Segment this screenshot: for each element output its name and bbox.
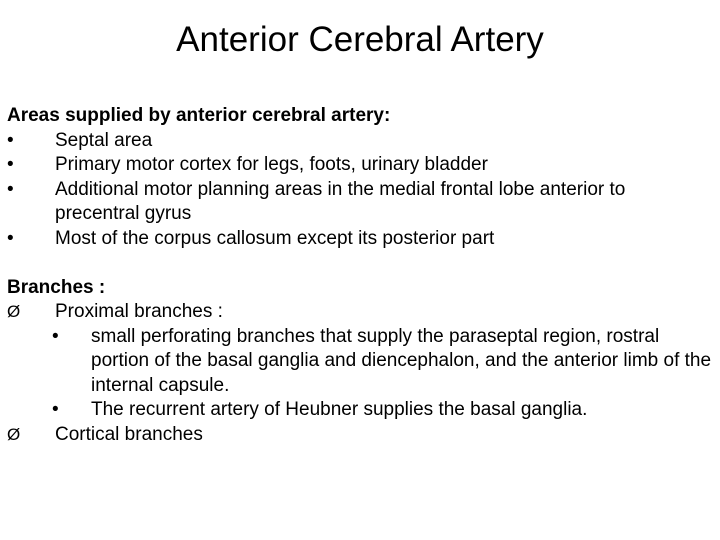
list-item-text: Most of the corpus callosum except its posterior part xyxy=(55,227,495,249)
bullet-icon: • xyxy=(7,154,14,175)
list-item xyxy=(7,300,713,325)
bullet-icon: • xyxy=(7,129,14,151)
arrow-bullet-icon: Ø xyxy=(7,302,21,321)
cortical-branches-label: Cortical branches xyxy=(55,423,203,445)
spacer xyxy=(7,251,713,276)
list-item-text: Primary motor cortex for legs, foots, urinary bladder xyxy=(55,154,488,175)
sub-list-item-text: The recurrent artery of Heubner supplies the basal ganglia. xyxy=(91,399,588,420)
areas-supplied-heading: Areas supplied by anterior cerebral artery: xyxy=(7,105,391,126)
list-item xyxy=(7,423,713,448)
list-item xyxy=(7,227,713,252)
bullet-icon: • xyxy=(52,399,59,420)
bullet-icon: • xyxy=(7,178,14,200)
slide-title: Anterior Cerebral Artery xyxy=(176,20,544,59)
bullet-icon: • xyxy=(7,227,14,249)
list-item xyxy=(7,178,713,227)
sub-list-item xyxy=(7,398,713,423)
list-item xyxy=(7,129,713,154)
bullet-icon: • xyxy=(52,325,59,347)
arrow-bullet-icon: Ø xyxy=(7,424,21,444)
sub-list-item xyxy=(7,325,713,399)
sub-list-item-text: small perforating branches that supply the paraseptal region, rostral portion of the basal ganglia and diencephalon, and the anterior limb of the internal capsule. xyxy=(91,325,712,396)
list-item-text: Additional motor planning areas in the medial frontal lobe anterior to precentral gyrus xyxy=(55,178,626,224)
list-item-text: Septal area xyxy=(55,129,153,151)
slide-body xyxy=(7,104,713,447)
list-item xyxy=(7,153,713,178)
proximal-branches-label: Proximal branches : xyxy=(55,301,223,322)
branches-heading: Branches : xyxy=(7,276,106,298)
